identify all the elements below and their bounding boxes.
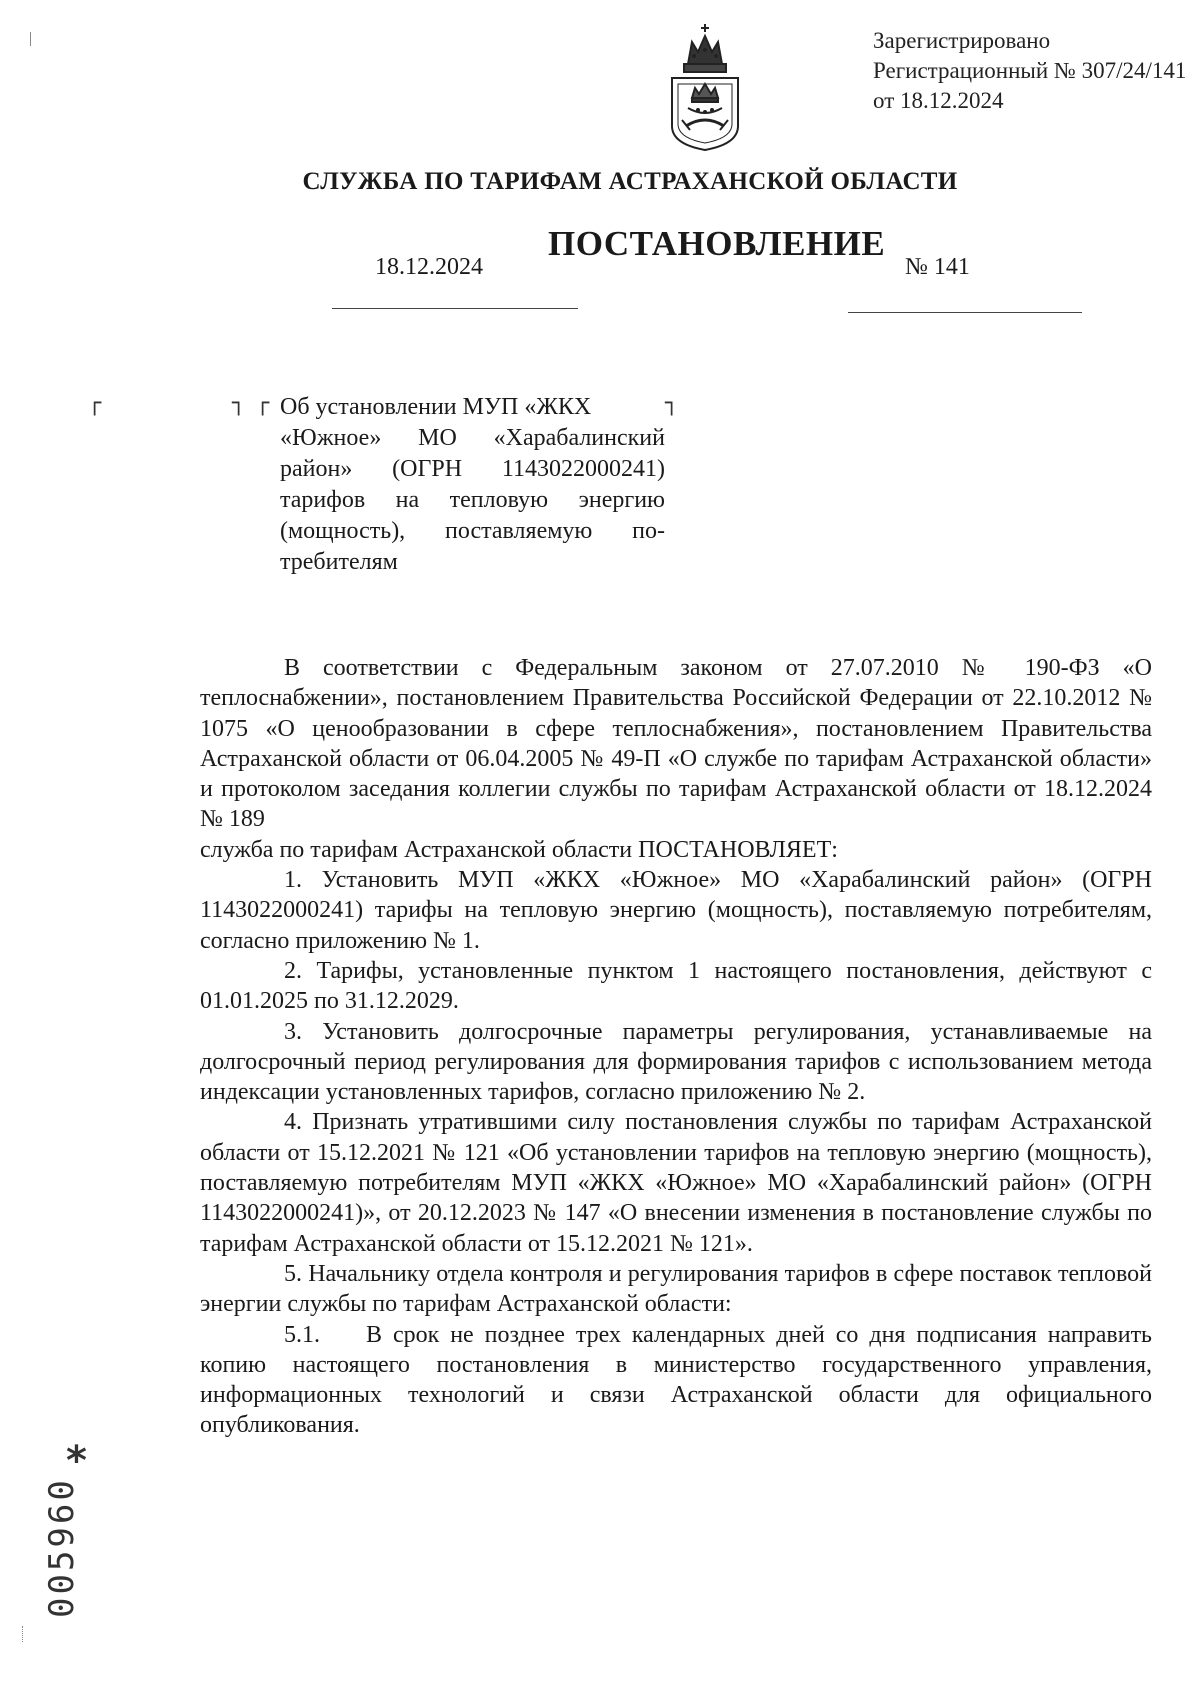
date-underline (332, 308, 578, 309)
clause-4: 4. Признать утратившими силу постановления службы по тарифам Астраханской области от 15.12.2021 № 121 «Об установлении тарифов на тепловую энергию (мощность), поставляемую потребителям МУП «ЖКХ «Южное» МО «Харабалинский район» (ОГРН 1143022000241)», от 20.12.2023 № 147 «О внесении изменения в постановление службы по тарифам Астраханской области от 15.12.2021 № 121». (200, 1109, 1152, 1257)
document-subject (280, 392, 665, 578)
subject-line: требителям (280, 549, 398, 575)
margin-serial-number: 005960 (42, 1477, 82, 1618)
document-type: ПОСТАНОВЛЕНИЕ (548, 224, 886, 263)
subject-line: тарифов на тепловую энергию (280, 487, 665, 513)
registration-label: Зарегистрировано (873, 28, 1051, 53)
resolves-line: служба по тарифам Астраханской области ПОСТАНОВЛЯЕТ: (200, 836, 838, 863)
clause-1: 1. Установить МУП «ЖКХ «Южное» МО «Харабалинский район» (ОГРН 1143022000241) тарифы на тепловую энергию (мощность), поставляемую потребителям, согласно приложению № 1. (200, 867, 1152, 954)
subject-line: «Южное» МО «Харабалинский (280, 425, 665, 451)
subject-line: район» (ОГРН 1143022000241) (280, 456, 665, 482)
subject-bracket-left-inner: ┌ (256, 391, 270, 416)
document-number: № 141 (905, 254, 970, 280)
clause-5-1-number: 5.1. (284, 1321, 320, 1348)
bottom-edge-mark (22, 1626, 23, 1642)
registration-stamp (873, 26, 1193, 116)
clause-3: 3. Установить долгосрочные параметры регулирования, устанавливаемые на долгосрочный период регулирования для формирования тарифов с использованием метода индексации установленных тарифов, согласно приложению № 2. (200, 1018, 1152, 1106)
clause-2: 2. Тарифы, установленные пунктом 1 настоящего постановления, действуют с 01.01.2025 по 31.12.2029. (200, 957, 1152, 1015)
clause-5: 5. Начальнику отдела контроля и регулирования тарифов в сфере поставок тепловой энергии службы по тарифам Астраханской области: (200, 1260, 1152, 1318)
top-edge-mark (30, 32, 31, 46)
margin-corner-mark: ┌ (88, 391, 102, 416)
subject-bracket-left-outer: ┐ (232, 391, 246, 416)
number-underline (848, 312, 1082, 313)
document-body (200, 653, 1152, 1441)
subject-bracket-right: ┐ (665, 391, 679, 416)
preamble-paragraph: В соответствии с Федеральным законом от 27.07.2010 № 190-ФЗ «О теплоснабжении», постановлением Правительства Российской Федерации от 22.10.2012 № 1075 «О ценообразовании в сфере теплоснабжения», постановлением Правительства Астраханской области от 06.04.2005 № 49-П «О службе по тарифам Астраханской области» и протоколом заседания коллегии службы по тарифам Астраханской области от 18.12.2024 № 189 (200, 655, 1152, 833)
registration-number: Регистрационный № 307/24/141 (873, 58, 1187, 83)
clause-5-1-text: В срок не позднее трех календарных дней со дня подписания направить копию настоящего постановления в министерство государственного управления, информационных технологий и связи Астраханской области для официального опубликования. (200, 1321, 1152, 1439)
registration-date: от 18.12.2024 (873, 88, 1004, 113)
astrakhan-coat-of-arms-icon (664, 22, 746, 152)
clause-5-1 (200, 1320, 1152, 1441)
margin-star-mark: * (66, 1438, 87, 1484)
document-date: 18.12.2024 (375, 254, 483, 280)
subject-line: (мощность), поставляемую по- (280, 518, 665, 544)
agency-name: СЛУЖБА ПО ТАРИФАМ АСТРАХАНСКОЙ ОБЛАСТИ (302, 168, 958, 195)
subject-line: Об установлении МУП «ЖКХ (280, 394, 592, 420)
